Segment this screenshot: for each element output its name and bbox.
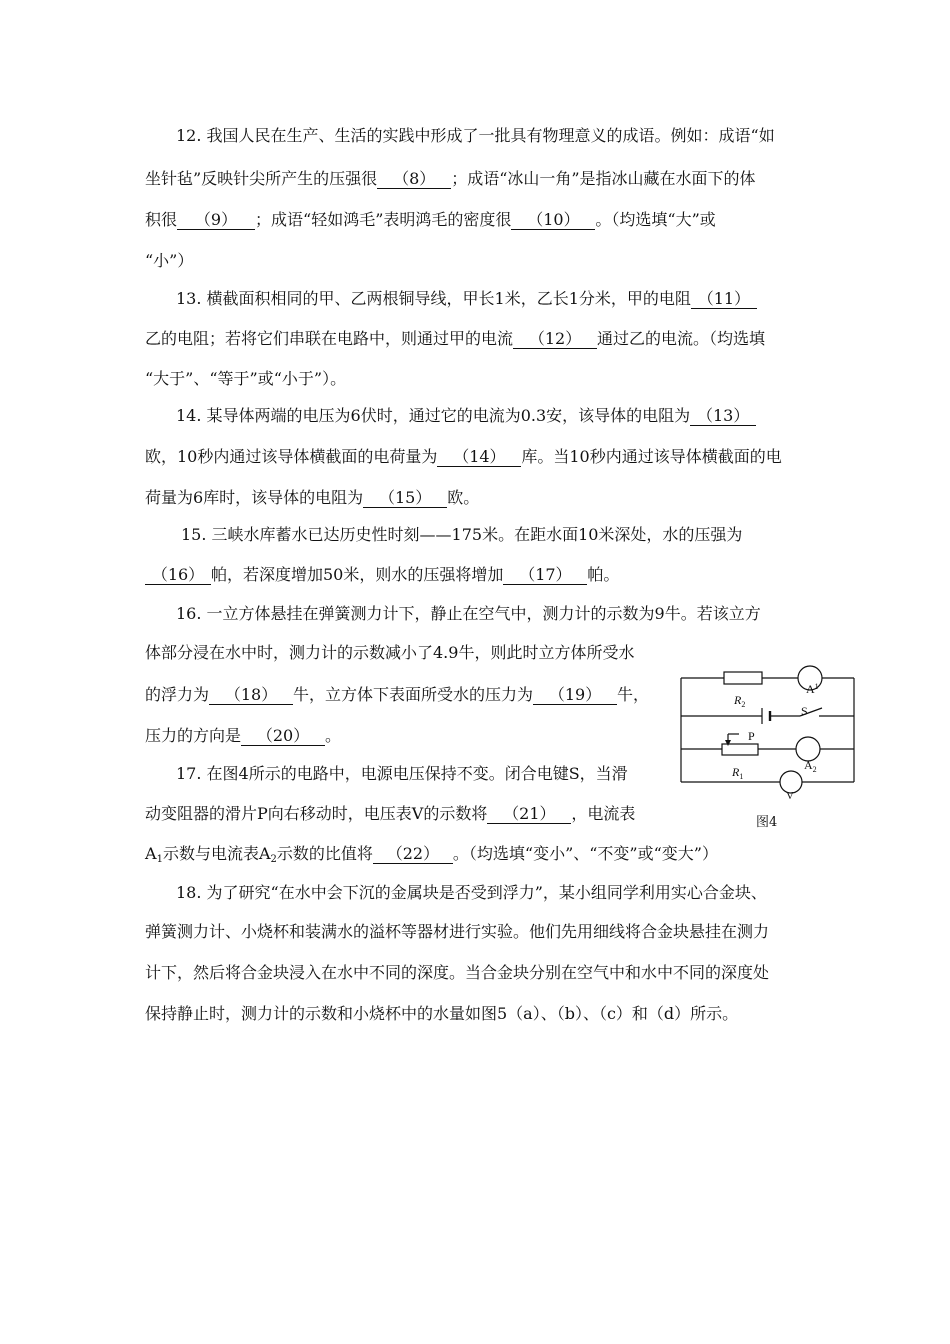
q15-text: 帕。: [587, 565, 620, 584]
q13-line-3: “大于”、“等于”或“小于”）。: [145, 369, 347, 388]
figure-caption: 图4: [756, 815, 778, 830]
q17-text: 示数与电流表A: [162, 844, 271, 863]
label-a2: $A_2$: [804, 758, 817, 774]
answer-blank-21[interactable]: （21）: [487, 805, 571, 824]
resistor-r2: [724, 672, 762, 684]
q17-subscript: 1: [156, 854, 163, 865]
rheostat-r1: [722, 744, 758, 755]
q16-text: 压力的方向是: [145, 726, 242, 745]
answer-blank-20[interactable]: （20）: [241, 727, 325, 746]
answer-blank-12[interactable]: （12）: [513, 330, 597, 349]
q13-line-1: [176, 289, 757, 311]
q17-subscript: 2: [270, 854, 277, 865]
q16-text: 牛，: [617, 685, 650, 704]
q18-line-2: 弹簧测力计、小烧杯和装满水的溢杯等器材进行实验。他们先用细线将合金块悬挂在测力: [145, 922, 770, 941]
q13-text: 13. 横截面积相同的甲、乙两根铜导线，甲长1米，乙长1分米，甲的电阻: [176, 289, 691, 308]
answer-blank-22[interactable]: （22）: [373, 845, 453, 864]
q12-line-3: [145, 210, 716, 232]
q17-text: A: [145, 844, 157, 863]
label-r2: $R_2$: [734, 693, 746, 709]
answer-blank-11[interactable]: （11）: [691, 290, 757, 309]
q14-line-2: [145, 447, 782, 469]
q13-line-2: [145, 329, 765, 351]
q17-line-3: [145, 844, 718, 866]
q12-text: 坐针毡”反映针尖所产生的压强很: [145, 169, 378, 188]
q16-line-4: [145, 726, 341, 748]
q12-text: 积很: [145, 210, 178, 229]
q14-text: 14. 某导体两端的电压为6伏时，通过它的电流为0.3安，该导体的电阻为: [176, 406, 691, 425]
label-s: S: [801, 704, 808, 718]
q17-line-1: 17. 在图4所示的电路中，电源电压保持不变。闭合电键S，当滑: [176, 764, 628, 783]
answer-blank-10[interactable]: （10）: [511, 211, 595, 230]
q14-text: 荷量为6库时，该导体的电阻为: [145, 488, 364, 507]
answer-blank-8[interactable]: （8）: [377, 170, 451, 189]
q16-text: 牛，立方体下表面所受水的压力为: [293, 685, 534, 704]
answer-blank-13[interactable]: （13）: [690, 407, 756, 426]
q13-text: 乙的电阻；若将它们串联在电路中，则通过甲的电流: [145, 329, 514, 348]
answer-blank-15[interactable]: （15）: [363, 489, 447, 508]
q17-text: 动变阻器的滑片P向右移动时，电压表V的示数将: [145, 804, 488, 823]
q14-line-1: [176, 406, 756, 428]
label-v: V: [786, 790, 794, 802]
answer-blank-16[interactable]: （16）: [145, 566, 211, 585]
circuit-diagram-figure-4: [676, 660, 861, 835]
q12-line-2: [145, 169, 756, 191]
answer-blank-17[interactable]: （17）: [503, 566, 587, 585]
q12-line-1: 12. 我国人民在生产、生活的实践中形成了一批具有物理意义的成语。例如：成语“如: [176, 126, 775, 145]
q15-text: 帕，若深度增加50米，则水的压强将增加: [211, 565, 504, 584]
q14-text: 欧，10秒内通过该导体横截面的电荷量为: [145, 447, 438, 466]
q17-text: 。（均选填“变小”、“不变”或“变大”）: [452, 844, 718, 863]
q17-line-2: [145, 804, 635, 826]
label-p: P: [748, 729, 755, 743]
q13-text: 通过乙的电流。（均选填: [597, 329, 766, 348]
q14-text: 欧。: [447, 488, 480, 507]
q12-text: ；成语“冰山一角”是指冰山藏在水面下的体: [451, 169, 756, 188]
q18-line-1: 18. 为了研究“在水中会下沉的金属块是否受到浮力”，某小组同学利用实心合金块、: [176, 883, 767, 902]
q15-line-1: 15. 三峡水库蓄水已达历史性时刻——175米。在距水面10米深处，水的压强为: [181, 525, 743, 544]
q16-text: 。: [325, 726, 342, 745]
answer-blank-18[interactable]: （18）: [209, 686, 293, 705]
q16-text: 的浮力为: [145, 685, 210, 704]
label-r1: $R_1$: [732, 765, 744, 781]
q15-line-2: [145, 565, 619, 587]
answer-blank-14[interactable]: （14）: [437, 448, 521, 467]
q14-text: 库。当10秒内通过该导体横截面的电: [521, 447, 782, 466]
q16-line-1: 16. 一立方体悬挂在弹簧测力计下，静止在空气中，测力计的示数为9牛。若该立方: [176, 604, 761, 623]
q16-line-3: [145, 685, 649, 707]
q18-line-4: 保持静止时，测力计的示数和小烧杯中的水量如图5（a）、（b）、（c）和（d）所示。: [145, 1004, 739, 1023]
q12-line-4: “小”）: [145, 251, 194, 270]
q18-line-3: 计下，然后将合金块浸入在水中不同的深度。当合金块分别在空气中和水中不同的深度处: [145, 963, 770, 982]
answer-blank-19[interactable]: （19）: [533, 686, 617, 705]
q17-text: 示数的比值将: [276, 844, 373, 863]
q17-text: ，电流表: [571, 804, 636, 823]
answer-blank-9[interactable]: （9）: [177, 211, 255, 230]
q14-line-3: [145, 488, 479, 510]
q12-text: 。（均选填“大”或: [595, 210, 716, 229]
q12-text: ；成语“轻如鸿毛”表明鸿毛的密度很: [255, 210, 512, 229]
label-a1: $A^1$: [806, 682, 819, 696]
q16-line-2: 体部分浸在水中时，测力计的示数减小了4.9牛，则此时立方体所受水: [145, 643, 635, 662]
